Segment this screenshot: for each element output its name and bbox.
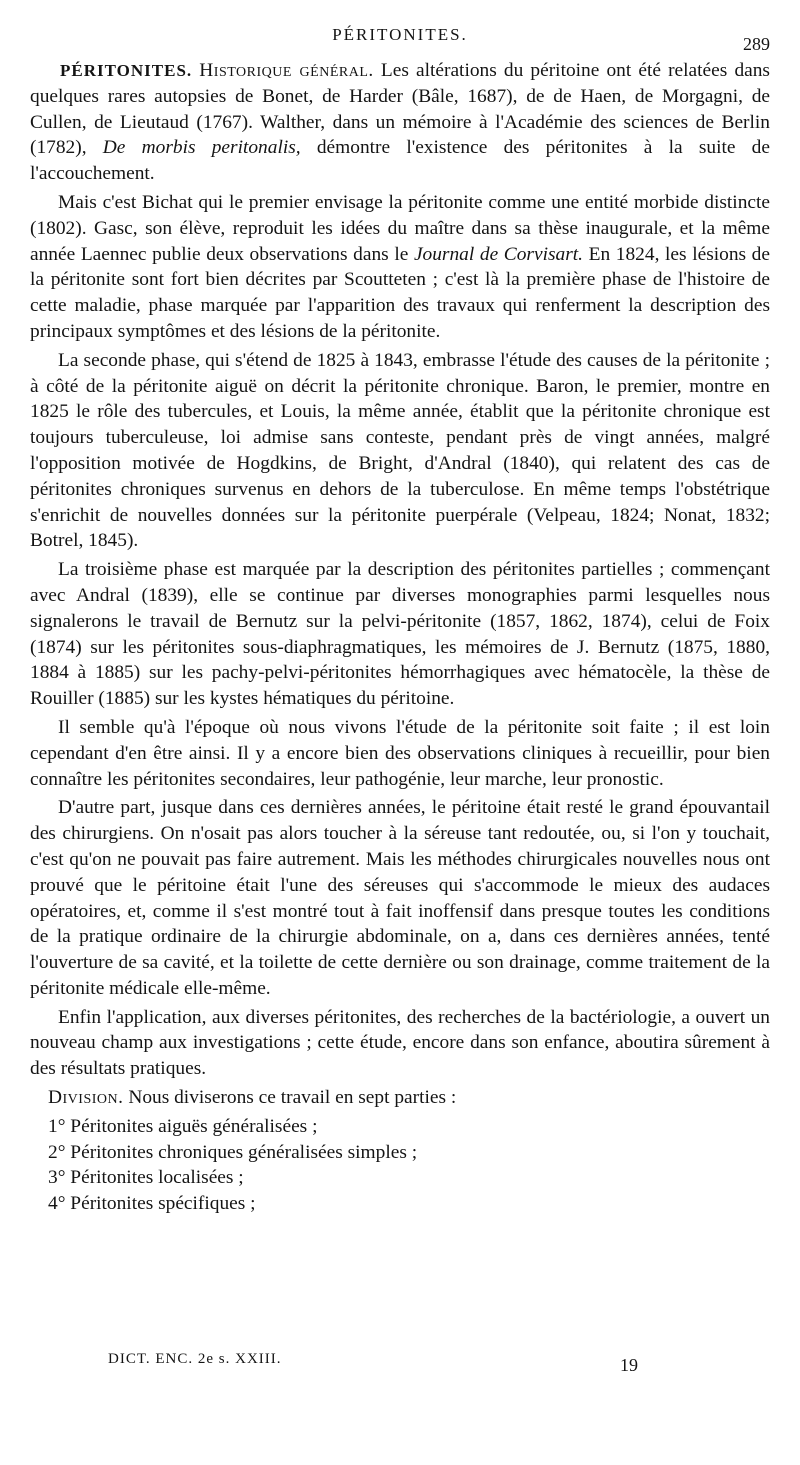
subsection-title: Historique général. <box>199 60 374 81</box>
paragraph-text-end: En 1824, les lésions de la péritonite sont fort bien décrites par Scoutteten ; c'est là la première phase de l'histoire de cette maladie, phase marquée par l'apparition des travaux qui renferment la description des principaux symptômes et des lésions de la péritonite. <box>30 243 770 342</box>
running-head <box>30 22 770 58</box>
division-label: Division. <box>48 1087 124 1109</box>
paragraph-seconde-phase: La seconde phase, qui s'étend de 1825 à 1843, embrasse l'étude des causes de la péritonite ; à côté de la péritonite aiguë on décrit la péritonite chronique. Baron, le premier, montre en 1825 le rôle des tubercules, et Louis, la même année, établit que la péritonite chronique est toujours tuberculeuse, loi admise sans conteste, pendant près de vingt années, malgré l'opposition motivée de Hogdkins, de Bright, d'Andral (1840), qui relatent des cas de péritonites chroniques survenus en dehors de la tuberculose. En même temps l'obstétrique s'enrichit de nouvelles données sur la péritonite puerpérale (Velpeau, 1824; Nonat, 1832; Botrel, 1845). <box>30 349 770 552</box>
page-number: 289 <box>743 34 770 54</box>
journal-title: Journal de Corvisart. <box>413 243 583 265</box>
paragraph-text: Mais c'est Bichat qui le premier envisage la péritonite comme une entité morbide distincte (1802). Gasc, son élève, reproduit les idées du maître dans sa thèse inaugurale, et la même année Laennec publie deux observations dans le <box>30 191 770 265</box>
division-heading <box>30 1085 770 1111</box>
list-item: 2° Péritonites chroniques généralisées simples ; <box>48 1141 418 1163</box>
list-item: 1° Péritonites aiguës généralisées ; <box>48 1115 318 1137</box>
running-title: PÉRITONITES. <box>332 25 468 44</box>
paragraph-text-end: démontre l'existence des péritonites à la suite de l'accouchement. <box>30 137 770 185</box>
paragraph-chirurgie: D'autre part, jusque dans ces dernières années, le péritoine était resté le grand épouvantail des chirurgiens. On n'osait pas alors toucher à la séreuse tant redoutée, ou, si l'on y touchait, c'est qu'on ne pouvait pas faire autrement. Mais les méthodes chirurgicales nouvelles nous ont prouvé que le péritoine était l'une des séreuses qui s'accommode le mieux des audaces opératoires, et, comme il s'est montré tout à fait inoffensif dans presque toutes les conditions de la pratique ordinaire de la chirurgie abdominale, on a, dans ces dernières années, tenté l'ouverture de sa cavité, et la toilette de cette dernière ou son drainage, comme traitement de la péritonite médicale elle-même. <box>30 797 770 999</box>
paragraph-troisieme-phase: La troisième phase est marquée par la description des péritonites partielles ; commençant avec Andral (1839), elle se continue par diverses monographies parmi lesquelles nous signalerons le travail de Bernutz sur la pelvi-péritonite (1857, 1862, 1874), celui de Foix (1874) sur les péritonites sous-diaphragmatiques, les mémoires de J. Bernutz (1875, 1880, 1884 à 1885) sur les pachy-pelvi-péritonites hémorrhagiques avec hématocèle, la thèse de Rouiller (1885) sur les kystes hématiques du péritoine. <box>30 559 770 710</box>
latin-title: De morbis peritonalis, <box>102 137 301 159</box>
signature-mark: DICT. ENC. 2e s. XXIII. <box>108 1351 282 1367</box>
list-item: 4° Péritonites spécifiques ; <box>48 1193 256 1215</box>
paragraph-historique <box>30 58 770 187</box>
document-page <box>30 22 770 1375</box>
paragraph-epoque: Il semble qu'à l'époque où nous vivons l'étude de la péritonite soit faite ; il est loin cependant d'en être ainsi. Il y a encore bien des observations cliniques à recueillir, pour bien connaître les péritonites secondaires, leur pathogénie, leur marche, leur pronostic. <box>30 716 770 790</box>
division-text: Nous diviserons ce travail en sept parties : <box>128 1087 457 1109</box>
page-footer <box>30 1347 770 1387</box>
paragraph-bacteriologie: Enfin l'application, aux diverses péritonites, des recherches de la bactériologie, a ouvert un nouveau champ aux investigations ; cette étude, encore dans son enfance, aboutira sûrement à des résultats pratiques. <box>30 1006 770 1080</box>
paragraph-bichat <box>30 190 770 345</box>
body-text <box>30 58 770 1217</box>
section-title: PÉRITONITES. <box>60 61 193 80</box>
signature-number: 19 <box>620 1355 638 1375</box>
division-list <box>30 1114 770 1217</box>
division-section <box>30 1085 770 1217</box>
paragraph-text: Les altérations du péritoine ont été relatées dans quelques rares autopsies de Bonet, de Harder (Bâle, 1687), de de Haen, de Morgagni, de Cullen, de Lieutaud (1767). Walther, dans un mémoire à l'Académie des sciences de Berlin (1782), <box>30 60 770 159</box>
list-item: 3° Péritonites localisées ; <box>48 1167 244 1189</box>
